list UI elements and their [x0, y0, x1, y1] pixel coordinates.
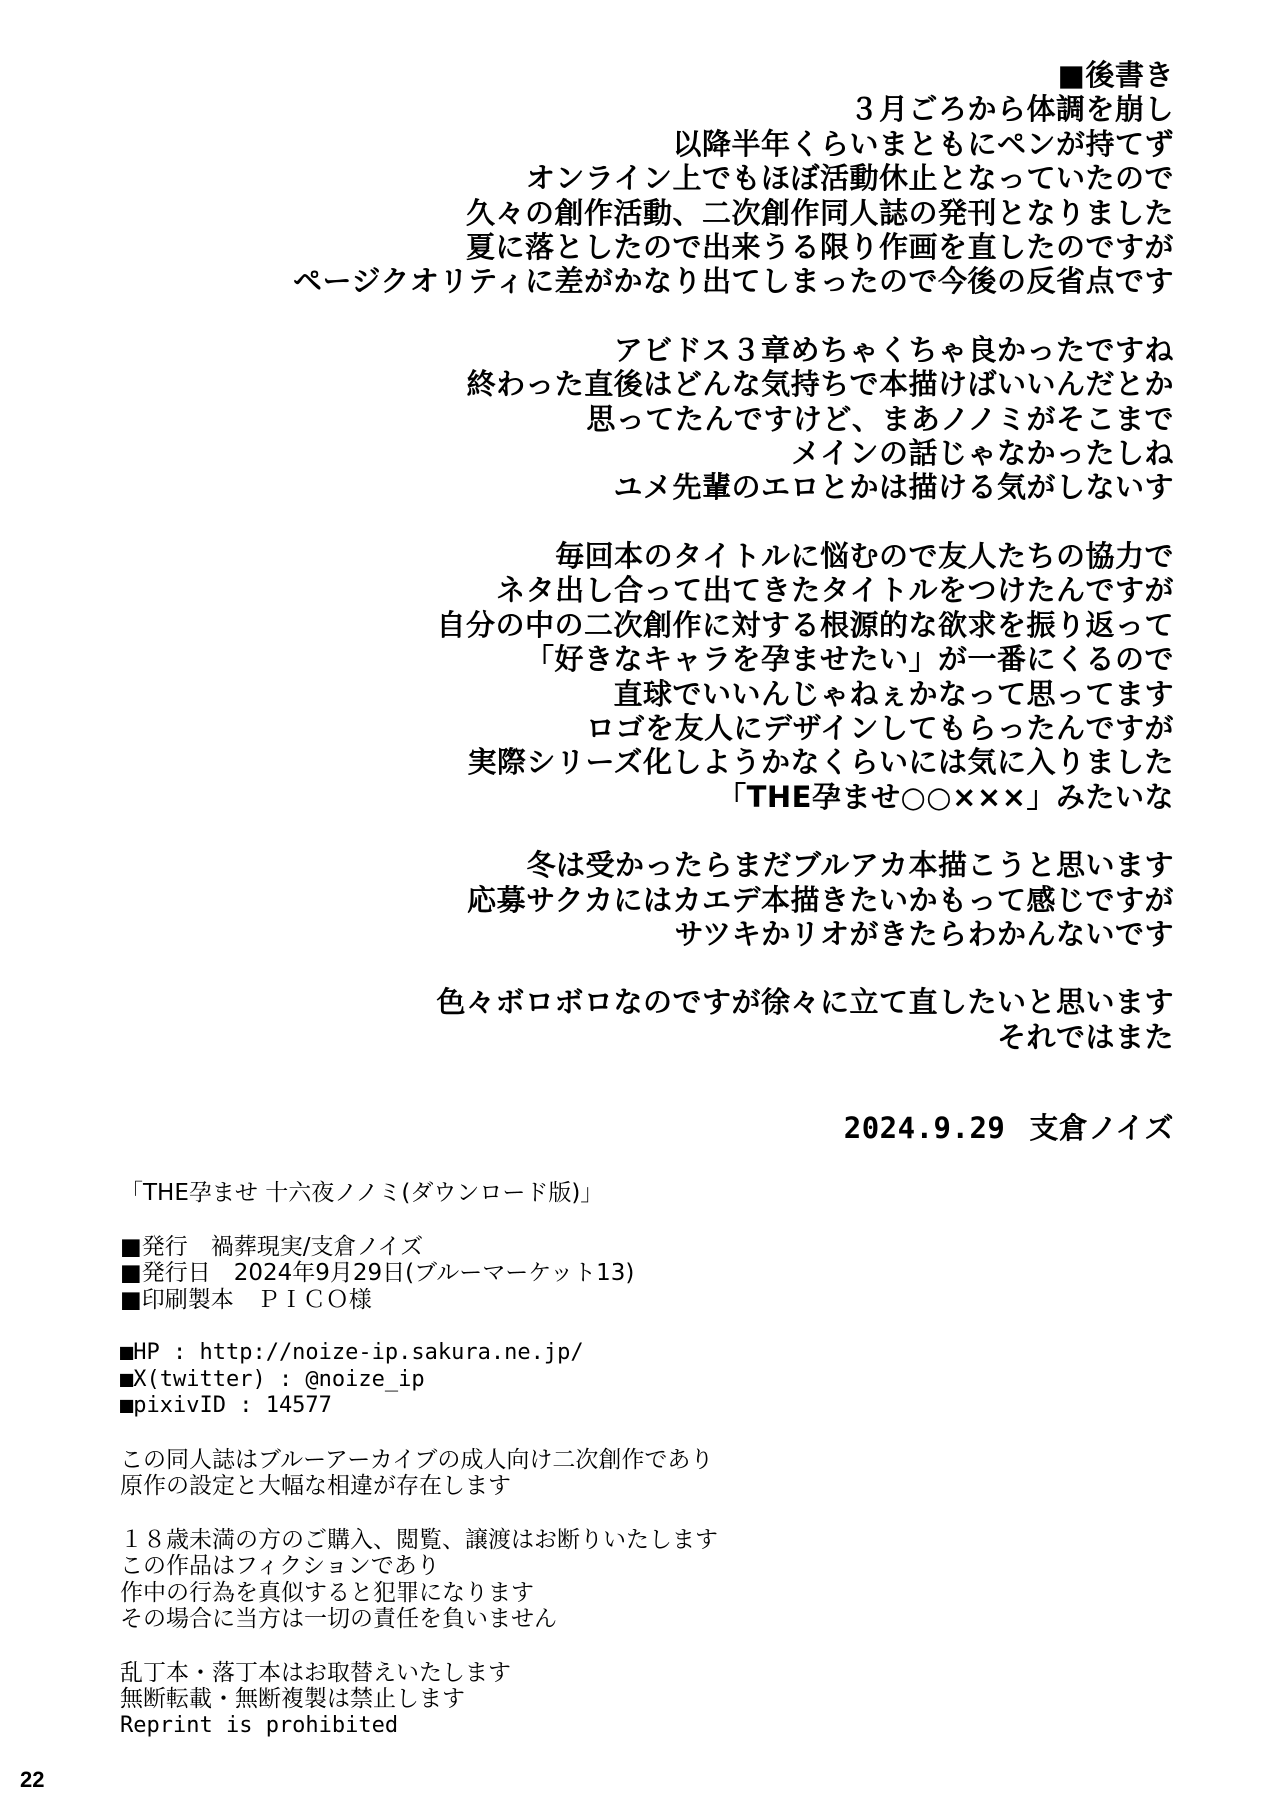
rights-line: 無断転載・無断複製は禁止します — [120, 1686, 465, 1712]
warning-line: その場合に当方は一切の責任を負いません — [120, 1606, 557, 1632]
afterword-paragraph — [74, 848, 1174, 951]
warning-line: この作品はフィクションであり — [120, 1553, 440, 1579]
afterword-heading: ■後書き — [1057, 58, 1174, 92]
page-number: 22 — [20, 1767, 45, 1792]
afterword-paragraph — [74, 92, 1174, 298]
rights-notice — [120, 1660, 1020, 1740]
afterword-line: ３月ごろから体調を崩し — [849, 92, 1174, 127]
afterword-line: サツキかリオがきたらわかんないです — [674, 916, 1174, 951]
warning-line: 作中の行為を真似すると犯罪になります — [120, 1579, 534, 1606]
afterword-line: 直球でいいんじゃねぇかなって思ってます — [613, 676, 1174, 711]
afterword-line: オンライン上でもほぼ活動休止となっていたので — [525, 161, 1174, 196]
afterword-date: 2024.9.29 — [843, 1111, 1006, 1145]
afterword — [74, 58, 1174, 1054]
afterword-line: 思ってたんですけど、まあノノミがそこまで — [586, 401, 1174, 436]
afterword-line: 久々の創作活動、二次創作同人誌の発刊となりました — [465, 195, 1174, 230]
afterword-line: 冬は受かったらまだブルアカ本描こうと思います — [526, 848, 1174, 883]
afterword-author: 支倉ノイズ — [1029, 1111, 1174, 1145]
afterword-line: 自分の中の二次創作に対する根源的な欲求を振り返って — [436, 607, 1174, 642]
afterword-line: 毎回本のタイトルに悩むので友人たちの協力で — [555, 538, 1174, 573]
afterword-paragraph — [74, 539, 1174, 814]
publisher-line: ■発行 禍葬現実/支倉ノイズ — [120, 1233, 424, 1260]
age-warning — [120, 1527, 1020, 1633]
afterword-line: 以降半年くらいまともにペンが持てず — [672, 126, 1174, 161]
publish-date-line: ■発行日 2024年9月29日(ブルーマーケット13) — [120, 1260, 635, 1286]
afterword-line: 「THE孕ませ○○×××」みたいな — [717, 779, 1174, 814]
notice-line: この同人誌はブルーアーカイブの成人向け二次創作であり — [120, 1446, 714, 1473]
afterword-line: それではまた — [996, 1019, 1174, 1054]
contact-links — [120, 1340, 1020, 1420]
rights-line: 乱丁本・落丁本はお取替えいたします — [120, 1659, 511, 1686]
afterword-paragraph — [74, 985, 1174, 1054]
afterword-line: ネタ出し合って出てきたタイトルをつけたんですが — [496, 573, 1174, 608]
homepage-link[interactable]: ■HP : http://noize-ip.sakura.ne.jp/ — [120, 1340, 584, 1365]
twitter-link[interactable]: ■X(twitter) : @noize_ip — [120, 1366, 425, 1392]
afterword-line: 「好きなキャラを孕ませたい」が一番にくるので — [524, 642, 1174, 677]
colophon — [120, 1180, 1020, 1739]
notice-line: 原作の設定と大幅な相違が存在します — [120, 1473, 511, 1499]
afterword-line: ロゴを友人にデザインしてもらったんですが — [586, 710, 1174, 745]
publishing-info — [120, 1234, 1020, 1314]
afterword-line: 終わった直後はどんな気持ちで本描けばいいんだとか — [466, 367, 1174, 402]
afterword-line: 色々ボロボロなのですが徐々に立て直したいと思います — [436, 985, 1174, 1020]
afterword-line: 夏に落としたので出来うる限り作画を直したのですが — [465, 230, 1174, 265]
pixiv-id-line: ■pixivID : 14577 — [120, 1393, 332, 1418]
afterword-line: 応募サクカにはカエデ本描きたいかもって感じですが — [467, 882, 1174, 917]
afterword-line: 実際シリーズ化しようかなくらいには気に入りました — [467, 745, 1174, 780]
afterword-line: ユメ先輩のエロとかは描ける気がしないす — [613, 470, 1174, 505]
afterword-line: メインの話じゃなかったしね — [791, 436, 1174, 471]
signoff — [844, 1106, 1174, 1147]
printer-line: ■印刷製本 ＰＩＣＯ様 — [120, 1286, 372, 1313]
afterword-line: ページクオリティに差がかなり出てしまったので今後の反省点です — [293, 264, 1174, 299]
warning-line: １８歳未満の方のご購入、閲覧、譲渡はお断りいたします — [120, 1526, 718, 1553]
book-title: 「THE孕ませ 十六夜ノノミ(ダウンロード版)」 — [120, 1180, 604, 1206]
afterword-line: アビドス３章めちゃくちゃ良かったですね — [613, 332, 1174, 367]
reprint-line: Reprint is prohibited — [120, 1712, 399, 1738]
afterword-paragraph — [74, 333, 1174, 505]
content-notice — [120, 1447, 1020, 1500]
colophon-title-block — [120, 1180, 1020, 1207]
